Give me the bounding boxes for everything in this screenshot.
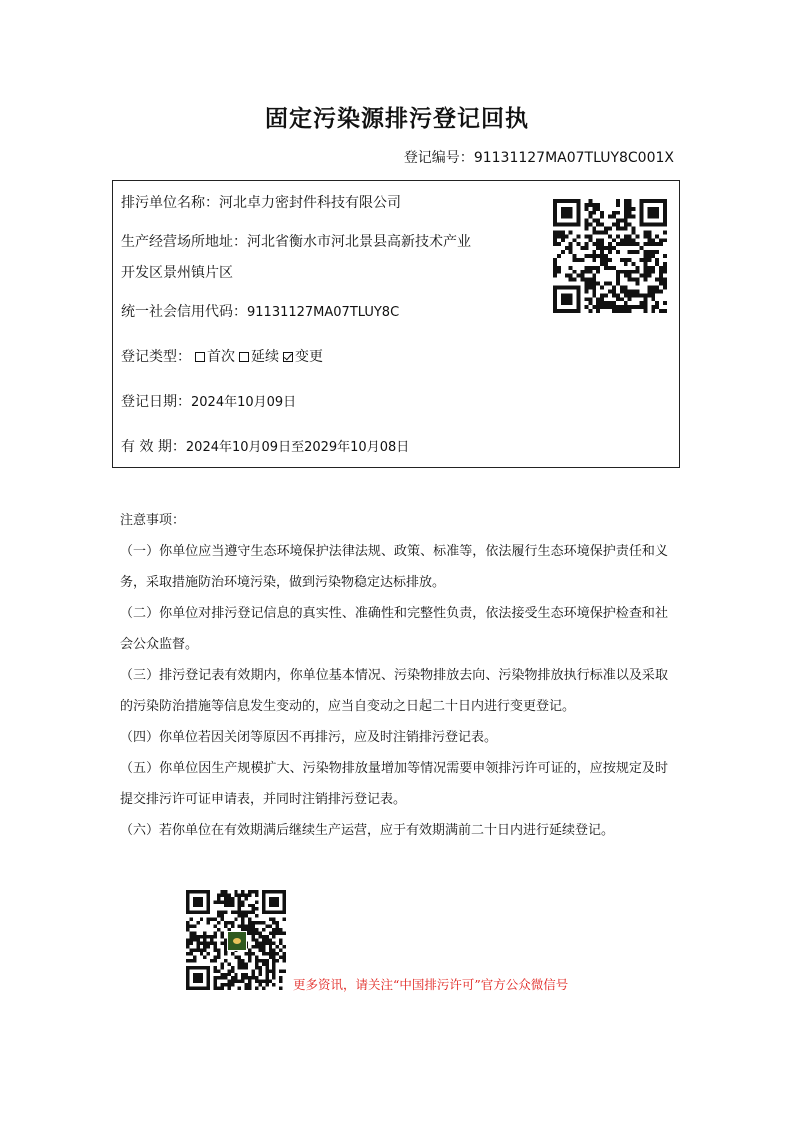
address-label: 生产经营场所地址： (121, 234, 247, 250)
registration-type-renewal: 延续 (251, 349, 279, 365)
registration-number-label: 登记编号： (403, 150, 474, 166)
unit-name-label: 排污单位名称： (121, 195, 219, 211)
note-item-3: （三）排污登记表有效期内，你单位基本情况、污染物排放去向、污染物排放执行标准以及采取的污染防治措施等信息发生变动的，应当自变动之日起二十日内进行变更登记。 (120, 668, 668, 714)
credit-code-row (121, 298, 399, 327)
info-box (112, 180, 680, 468)
address-value-line1: 河北省衡水市河北景县高新技术产业 (247, 234, 471, 250)
note-item-5: （五）你单位因生产规模扩大、污染物排放量增加等情况需要申领排污许可证的，应按规定及时提交排污许可证申请表，并同时注销排污登记表。 (120, 761, 668, 807)
registration-qr-code (553, 199, 667, 313)
registration-date-label: 登记日期： (121, 394, 191, 410)
validity-row (121, 433, 409, 462)
notes-heading: 注意事项： (120, 513, 186, 528)
registration-number-value: 91131127MA07TLUY8C001X (473, 150, 674, 166)
registration-type-label: 登记类型： (121, 349, 191, 365)
unit-name-row (121, 189, 401, 217)
validity-label: 有 效 期： (121, 439, 186, 455)
checkbox-first-time (195, 352, 205, 362)
address-row (121, 228, 471, 256)
checkbox-renewal (239, 352, 249, 362)
address-value-line2: 开发区景州镇片区 (121, 265, 233, 281)
credit-code-label: 统一社会信用代码： (121, 304, 247, 320)
note-item-6: （六）若你单位在有效期满后继续生产运营，应于有效期满前二十日内进行延续登记。 (120, 823, 615, 838)
checkbox-change-checked (283, 352, 293, 362)
note-item-2: （二）你单位对排污登记信息的真实性、准确性和完整性负责，依法接受生态环境保护检查和社会公众监督。 (120, 606, 668, 652)
note-item-4: （四）你单位若因关闭等原因不再排污，应及时注销排污登记表。 (120, 730, 498, 745)
unit-name-value: 河北卓力密封件科技有限公司 (219, 195, 401, 211)
wechat-qr-code (186, 890, 286, 990)
registration-type-row (121, 343, 323, 371)
note-item-1: （一）你单位应当遵守生态环境保护法律法规、政策、标准等，依法履行生态环境保护责任和义务，采取措施防治环境污染，做到污染物稳定达标排放。 (120, 544, 668, 590)
registration-number (404, 147, 674, 167)
notes-section (120, 505, 668, 846)
registration-type-change: 变更 (295, 349, 323, 365)
document-title: 固定污染源排污登记回执 (265, 105, 529, 132)
registration-date-value: 2024年10月09日 (191, 395, 297, 410)
registration-date-row (121, 388, 296, 417)
validity-value: 2024年10月09日至2029年10月08日 (185, 440, 410, 455)
credit-code-value: 91131127MA07TLUY8C (247, 305, 400, 320)
address-row-continued (121, 259, 233, 287)
registration-type-first: 首次 (207, 349, 235, 365)
wechat-promo-text: 更多资讯，请关注“中国排污许可”官方公众微信号 (293, 977, 569, 992)
logo-emblem-icon (233, 938, 241, 944)
wechat-account-logo (227, 931, 247, 951)
